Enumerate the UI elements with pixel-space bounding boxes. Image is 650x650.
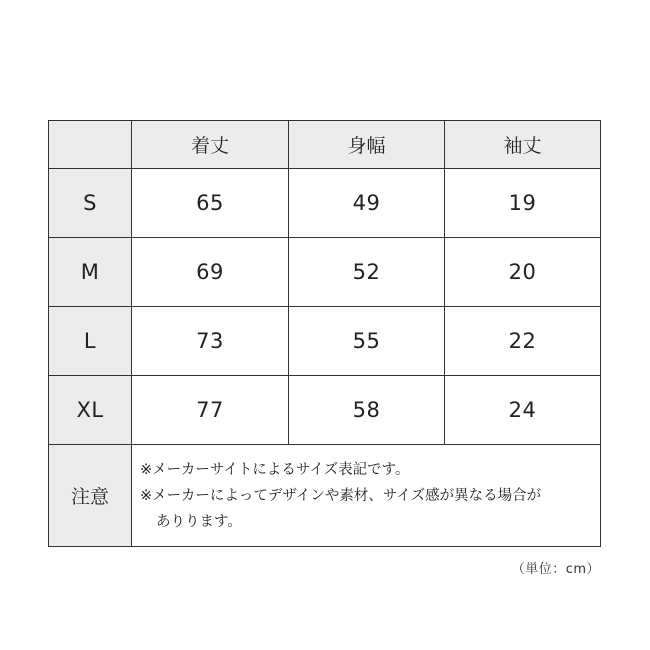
width-value: 49 [289, 169, 445, 238]
notes-row [49, 445, 601, 547]
table-row-l [49, 307, 601, 376]
table-header-row [49, 121, 601, 169]
table-row-xl [49, 376, 601, 445]
width-value: 52 [289, 238, 445, 307]
unit-note: （単位：cm） [511, 562, 600, 577]
length-value: 73 [132, 307, 289, 376]
size-label: S [49, 169, 132, 238]
table-row-m [49, 238, 601, 307]
table-row-s [49, 169, 601, 238]
notes-label: 注意 [49, 445, 132, 547]
header-corner-cell [49, 121, 132, 169]
width-value: 55 [289, 307, 445, 376]
header-length: 着丈 [132, 121, 289, 169]
length-value: 69 [132, 238, 289, 307]
size-label: L [49, 307, 132, 376]
note-line: ※メーカーによってデザインや素材、サイズ感が異なる場合が [140, 487, 542, 504]
note-line: ありります。 [156, 513, 242, 530]
size-label: M [49, 238, 132, 307]
width-value: 58 [289, 376, 445, 445]
sleeve-value: 24 [445, 376, 601, 445]
header-sleeve: 袖丈 [445, 121, 601, 169]
header-width: 身幅 [289, 121, 445, 169]
sleeve-value: 19 [445, 169, 601, 238]
size-chart-table [48, 120, 601, 547]
sleeve-value: 20 [445, 238, 601, 307]
length-value: 77 [132, 376, 289, 445]
length-value: 65 [132, 169, 289, 238]
sleeve-value: 22 [445, 307, 601, 376]
note-line: ※メーカーサイトによるサイズ表記です。 [140, 461, 410, 478]
size-label: XL [49, 376, 132, 445]
notes-body [132, 445, 601, 547]
